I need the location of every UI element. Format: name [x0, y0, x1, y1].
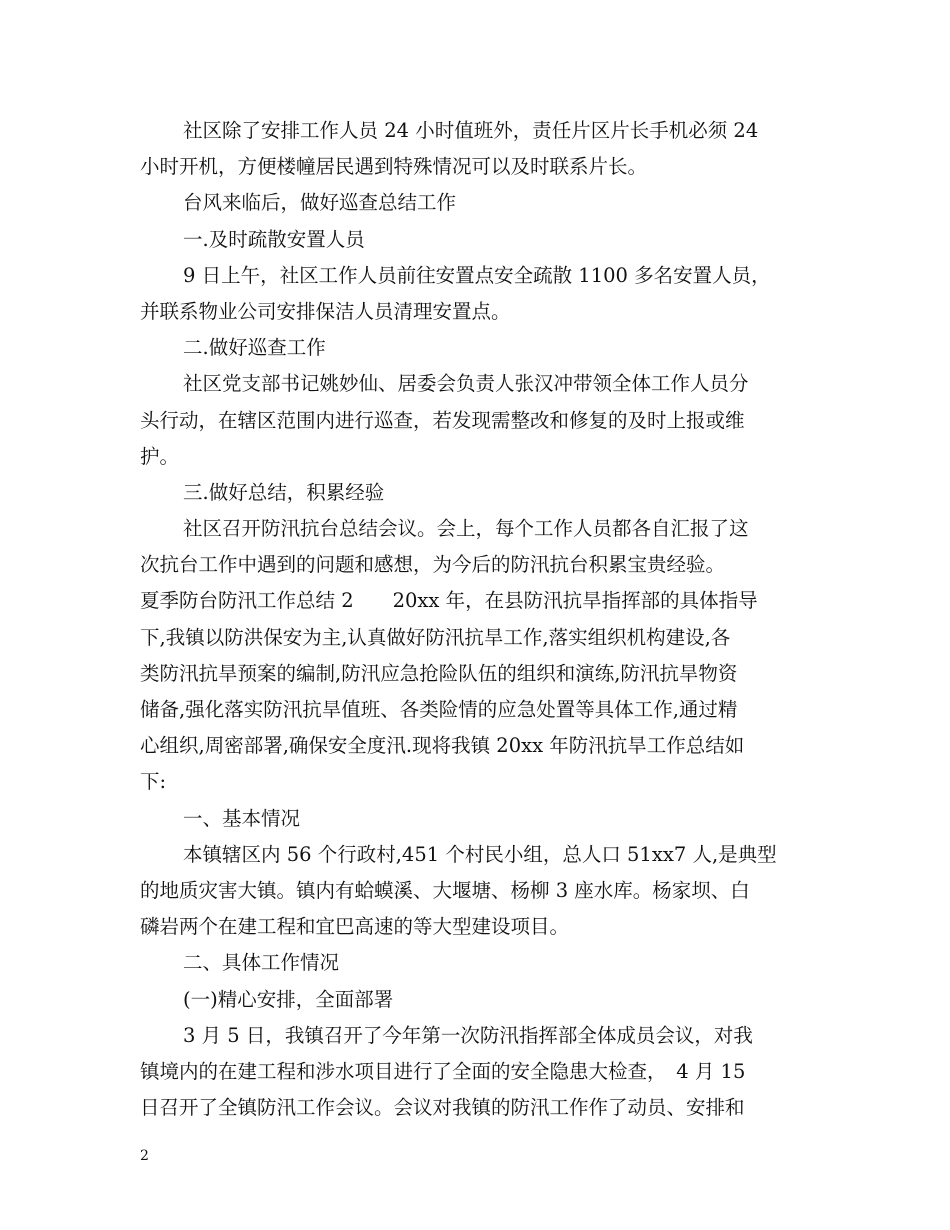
text-line: 头行动，在辖区范围内进行巡查，若发现需整改和修复的及时上报或维 — [140, 408, 745, 432]
text-line: 3 月 5 日，我镇召开了今年第一次防汛指挥部全体成员会议，对我 — [183, 1023, 753, 1047]
text-line: 台风来临后，做好巡查总结工作 — [183, 191, 457, 215]
text-line: 并联系物业公司安排保洁人员清理安置点。 — [140, 299, 511, 323]
text-line: 日召开了全镇防汛工作会议。会议对我镇的防汛工作作了动员、安排和 — [140, 1096, 745, 1120]
text-line: 一、基本情况 — [183, 806, 301, 830]
text-line: 三.做好总结，积累经验 — [183, 480, 385, 504]
text-line: 社区除了安排工作人员 24 小时值班外，责任片区片长手机必须 24 — [183, 119, 759, 142]
text-line: 护。 — [140, 444, 180, 468]
text-line: 二.做好巡查工作 — [183, 336, 326, 360]
text-line: 次抗台工作中遇到的问题和感想，为今后的防汛抗台积累宝贵经验。 — [140, 553, 726, 577]
text-line: (一)精心安排，全面部署 — [183, 987, 394, 1011]
text-line: 小时开机，方便楼幢居民遇到特殊情况可以及时联系片长。 — [140, 155, 648, 179]
text-line: 9 日上午，社区工作人员前往安置点安全疏散 1100 多名安置人员， — [183, 263, 771, 287]
text-line: 类防汛抗旱预案的编制,防汛应急抢险队伍的组织和演练,防汛抗旱物资 — [140, 661, 738, 685]
text-line: 的地质灾害大镇。镇内有蛤蟆溪、大堰塘、杨柳 3 座水库。杨家坝、白 — [140, 878, 750, 902]
text-line: 二、具体工作情况 — [183, 951, 340, 975]
text-line: 社区党支部书记姚妙仙、居委会负责人张汉冲带领全体工作人员分 — [183, 372, 749, 396]
document-body — [140, 113, 830, 1126]
text-line: 储备,强化落实防汛抗旱值班、各类险情的应急处置等具体工作,通过精 — [140, 698, 738, 721]
text-line: 本镇辖区内 56 个行政村,451 个村民小组，总人口 51xx7 人,是典型 — [183, 842, 777, 866]
text-line: 心组织,周密部署,确保安全度汛.现将我镇 20xx 年防汛抗旱工作总结如 — [140, 734, 745, 758]
page-number: 2 — [140, 1148, 149, 1164]
text-line: 下,我镇以防洪保安为主,认真做好防汛抗旱工作,落实组织机构建设,各 — [140, 625, 731, 649]
text-line: 磷岩两个在建工程和宜巴高速的等大型建设项目。 — [140, 915, 570, 939]
text-line: 下: — [140, 770, 167, 794]
text-line: 镇境内的在建工程和涉水项目进行了全面的安全隐患大检查， 4 月 15 — [140, 1059, 746, 1083]
text-line: 夏季防台防汛工作总结 2 20xx 年，在县防汛抗旱指挥部的具体指导 — [140, 589, 758, 613]
text-line: 社区召开防汛抗台总结会议。会上，每个工作人员都各自汇报了这 — [183, 517, 749, 541]
text-line: 一.及时疏散安置人员 — [183, 227, 365, 251]
